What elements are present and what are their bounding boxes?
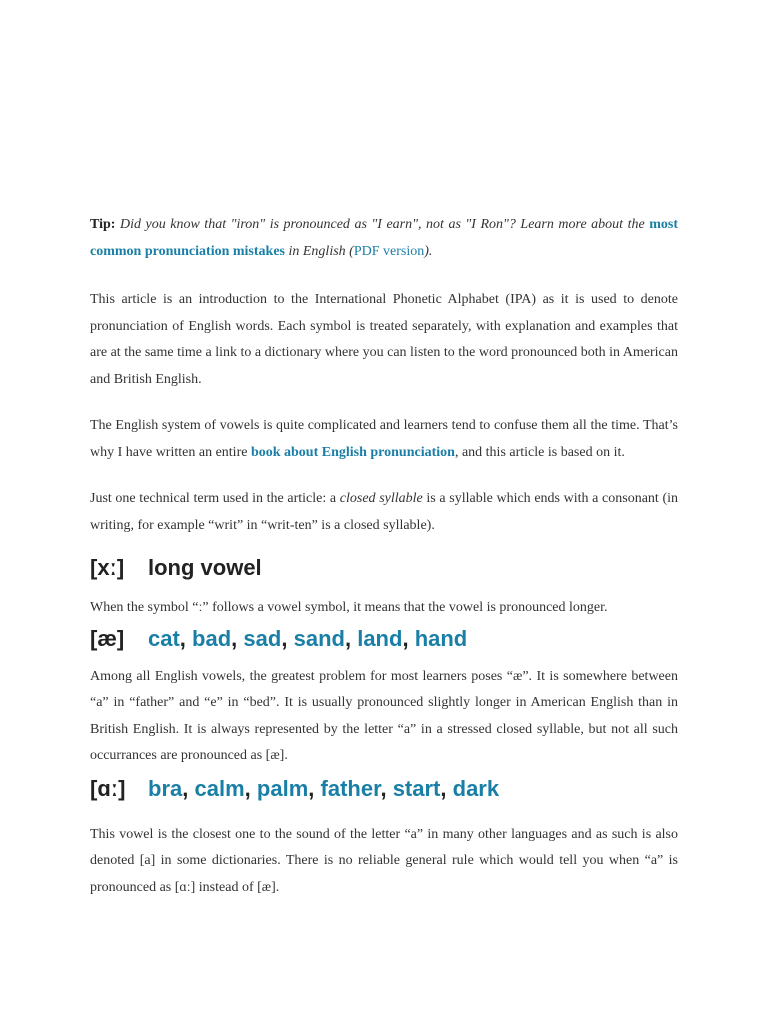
- long-vowel-symbol: [xː]: [90, 555, 125, 580]
- comma: ,: [281, 625, 288, 651]
- a-long-word-link[interactable]: calm: [194, 775, 245, 801]
- comma: ,: [244, 775, 251, 801]
- pronunciation-book-link[interactable]: book about English pronunciation: [250, 444, 455, 460]
- a-long-word-link[interactable]: palm: [256, 775, 309, 801]
- ae-paragraph: Among all English vowels, the greatest problem for most learners poses “æ”. It is somewhere between “a” in “father” and “e” in “bed”. It is usually pronounced slightly longer in American English than in British English. It is always represented by the letter “a” in a stressed closed syllable, but not all such occurrances are pronounced as [æ].: [90, 668, 678, 763]
- ae-word-link[interactable]: land: [357, 625, 403, 651]
- ae-word-link[interactable]: sad: [243, 625, 282, 651]
- pronunciation-mistakes-link[interactable]: most common pronunciation mistakes: [90, 217, 679, 259]
- long-vowel-paragraph: When the symbol “ː” follows a vowel symbol, it means that the vowel is pronounced longer.: [90, 600, 608, 615]
- comma: ,: [179, 625, 186, 651]
- a-long-word-link[interactable]: dark: [452, 775, 500, 801]
- term-text-1: Just one technical term used in the article: a: [90, 491, 337, 506]
- ae-heading: [90, 624, 678, 654]
- pdf-version-link[interactable]: PDF version: [353, 243, 425, 259]
- tip-text-3: ).: [424, 243, 433, 259]
- long-vowel-heading: [90, 553, 678, 583]
- a-long-paragraph: This vowel is the closest one to the sound of the letter “a” in many other languages and as such is also denoted [a] in some dictionaries. There is no reliable general rule which would tell you when “a” is pronounced as [ɑː] instead of [æ].: [90, 826, 678, 895]
- vowels-text-1: The English system of vowels is quite complicated and learners tend to confuse them all the time. That’s why I have written an entire: [90, 418, 678, 460]
- ae-word-link[interactable]: sand: [293, 625, 345, 651]
- article-body: [90, 212, 678, 901]
- vowels-text-2: , and this article is based on it.: [454, 444, 625, 460]
- ae-word-link[interactable]: hand: [414, 625, 468, 651]
- comma: ,: [440, 775, 447, 801]
- ae-word-link[interactable]: bad: [192, 625, 232, 651]
- long-vowel-title: long vowel: [148, 555, 262, 580]
- a-long-word-link[interactable]: start: [392, 775, 441, 801]
- closed-syllable-term: closed syllable: [339, 491, 423, 506]
- comma: ,: [344, 625, 352, 651]
- tip-label: Tip:: [90, 217, 116, 232]
- tip-text-2: in English (: [288, 243, 354, 259]
- a-long-word-link[interactable]: father: [320, 775, 381, 801]
- a-long-heading: [90, 774, 678, 804]
- vowels-paragraph: [90, 413, 678, 466]
- term-paragraph: [90, 486, 678, 539]
- term-text-2: is a syllable which ends with a consonant (in writing, for example “writ” in “writ-ten” is a closed syllable).: [90, 491, 679, 533]
- intro-paragraph: This article is an introduction to the International Phonetic Alphabet (IPA) as it is used to denote pronunciation of English words. Each symbol is treated separately, with explanation and examples that are at the same time a link to a dictionary where you can listen to the word pronounced both in American and British English.: [90, 292, 678, 387]
- comma: ,: [182, 775, 189, 801]
- ae-symbol: [æ]: [90, 625, 125, 651]
- comma: ,: [231, 625, 238, 651]
- tip-paragraph: [90, 212, 678, 265]
- comma: ,: [308, 775, 315, 801]
- comma: ,: [380, 775, 387, 801]
- comma: ,: [402, 625, 409, 651]
- a-long-symbol: [ɑː]: [90, 775, 126, 801]
- ae-word-link[interactable]: cat: [148, 625, 180, 651]
- tip-text-1: Did you know that "iron" is pronounced as "I earn", not as "I Ron"? Learn more about the: [119, 217, 645, 232]
- a-long-word-link[interactable]: bra: [148, 775, 183, 801]
